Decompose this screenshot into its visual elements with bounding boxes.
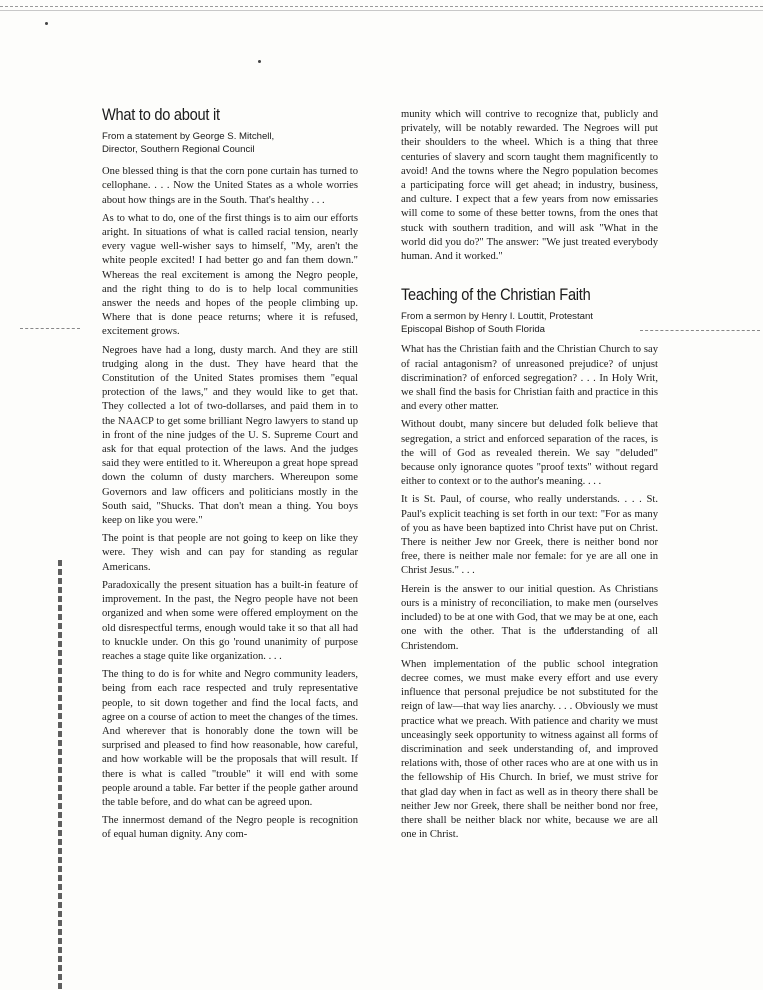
article-byline-role: Director, Southern Regional Council <box>102 144 255 156</box>
article-byline-role: Episcopal Bishop of South Florida <box>401 324 545 336</box>
continued-paragraph: munity which will contrive to recognize that, publicly and privately, will be notably rewarded. The Negroes will put their shoulders to the wheel. Which is a thing that three centuries of slavery and scorn taught them magnificently to avoid! And the towns where the Negro population becomes a participating force will get ahead; in industry, business, and culture. I expect that a few years from now emissaries will come to some of these better towns, from the ones that stuck with southern tradition, and will ask "What in the world did you do?" The answer: "We just treated everybody human. And it worked." <box>401 109 658 263</box>
article-title: What to do about it <box>102 105 220 124</box>
scan-speck <box>258 60 261 63</box>
scan-artifact-line <box>640 330 760 331</box>
scan-artifact-line <box>20 328 80 329</box>
article-title: Teaching of the Christian Faith <box>401 285 591 305</box>
scan-top-border <box>0 6 763 11</box>
article-left-column <box>102 105 358 847</box>
scan-speck <box>45 22 48 25</box>
body-paragraph: The point is that people are not going to keep on like they were. They wish and can pay for standing as regular Americans. <box>102 533 358 573</box>
article-byline: From a sermon by Henry I. Louttit, Protestant <box>401 311 593 323</box>
article-right-column <box>401 108 658 846</box>
body-paragraph: As to what to do, one of the first things is to aim our efforts aright. In situations of what is called racial tension, nearly every vague well-wisher says to himself, "My, aren't the white people excited! I had better go and fan them down." Whereas the real excitement is among the Negro people, and the right thing to do is to help local communities answer the needs and hopes of the people climbing up. Where that is done peace returns; where it is refused, excitement grows. <box>102 212 358 338</box>
body-paragraph: One blessed thing is that the corn pone curtain has turned to cellophane. . . . Now the United States as a whole worries about how things are in the South. That's healthy . . . <box>102 166 358 206</box>
body-paragraph: Paradoxically the present situation has a built-in feature of improvement. In the past, the Negro people have not been organized and when some were offered employment on the old disrespectful terms, enough would take it so that all had to knuckle under. On this go 'round unanimity of purpose reaches a stage quite like organization. . . . <box>102 579 358 662</box>
body-paragraph: Herein is the answer to our initial question. As Christians ours is a ministry of reconciliation, to make men (ourselves included) to be at one with God, that we may be at one, each one with the other. That is the understanding of all Christendom. <box>401 583 658 652</box>
body-paragraph: When implementation of the public school integration decree comes, we must make every effort and use every influence that personal prejudice be not substituted for the reign of law—that way lies anarchy. . . . Obviously we must practice what we preach. With patience and charity we must unceasingly seek opportunity to witness against all forms of discrimination and seek understanding of, and improved relations with, those of other races who are at one with us in the fellowship of His Church. In brief, we must strive for that glad day when in fact as well as in theory there shall be neither Jew nor Greek, there shall be neither bond nor free, there shall be neither black nor white, because we are all one in Christ. <box>401 658 658 841</box>
body-paragraph: Without doubt, many sincere but deluded folk believe that segregation, a strict and enforced separation of the races, is the will of God as revealed therein. We say "deluded" because only ignorance quotes "proof texts" without regard either to context or to the author's meaning. . . . <box>401 419 658 488</box>
body-paragraph: What has the Christian faith and the Christian Church to say of racial antagonism? of unreasoned prejudice? of unjust discrimination? of enforced segregation? . . . In Holy Writ, we shall find the basis for Christian faith and practice in this and every other matter. <box>401 344 658 413</box>
article-byline: From a statement by George S. Mitchell, <box>102 131 275 143</box>
body-paragraph: The thing to do is for white and Negro community leaders, being from each race respected and truly representative people, to sit down together and find the local facts, and agree on a course of action to meet the changes of the times. And wherever that is honorably done the town will be surprised and pleased to find how reasonable, how careful, and how workable will be the proposals that will result. If there is what is called "trouble" it will end with some people around a table. Far better if the people gather around the table before, and do what can be agreed upon. <box>102 669 358 808</box>
body-paragraph: The innermost demand of the Negro people is recognition of equal human dignity. Any com- <box>102 815 358 841</box>
scan-binding-marks <box>58 560 62 990</box>
body-paragraph: Negroes have had a long, dusty march. And they are still trudging along in the dust. They have heard that the Constitution of the United States promises them "equal protection of the laws," and they would like to get that. They collected a lot of two-dollarses, and paid them in to the NAACP to get some brilliant Negro lawyers to stand up in front of the nine judges of the U. S. Supreme Court and ask for that equal protection of the laws. And the judges said they were entitled to it. Whereupon a great hope spread down the column of dusty marchers. Whereupon some Governors and law officers and politicians mostly in the South said, "Shucks. That don't mean a thing. You boys keep on like you were." <box>102 344 358 527</box>
body-paragraph: It is St. Paul, of course, who really understands. . . . St. Paul's explicit teaching is set forth in our text: "For as many of you as have been baptized into Christ have put on Christ. There is neither Jew nor Greek, there is neither bond nor free, there is neither male nor female: for ye are all one in Christ Jesus." . . . <box>401 494 658 577</box>
